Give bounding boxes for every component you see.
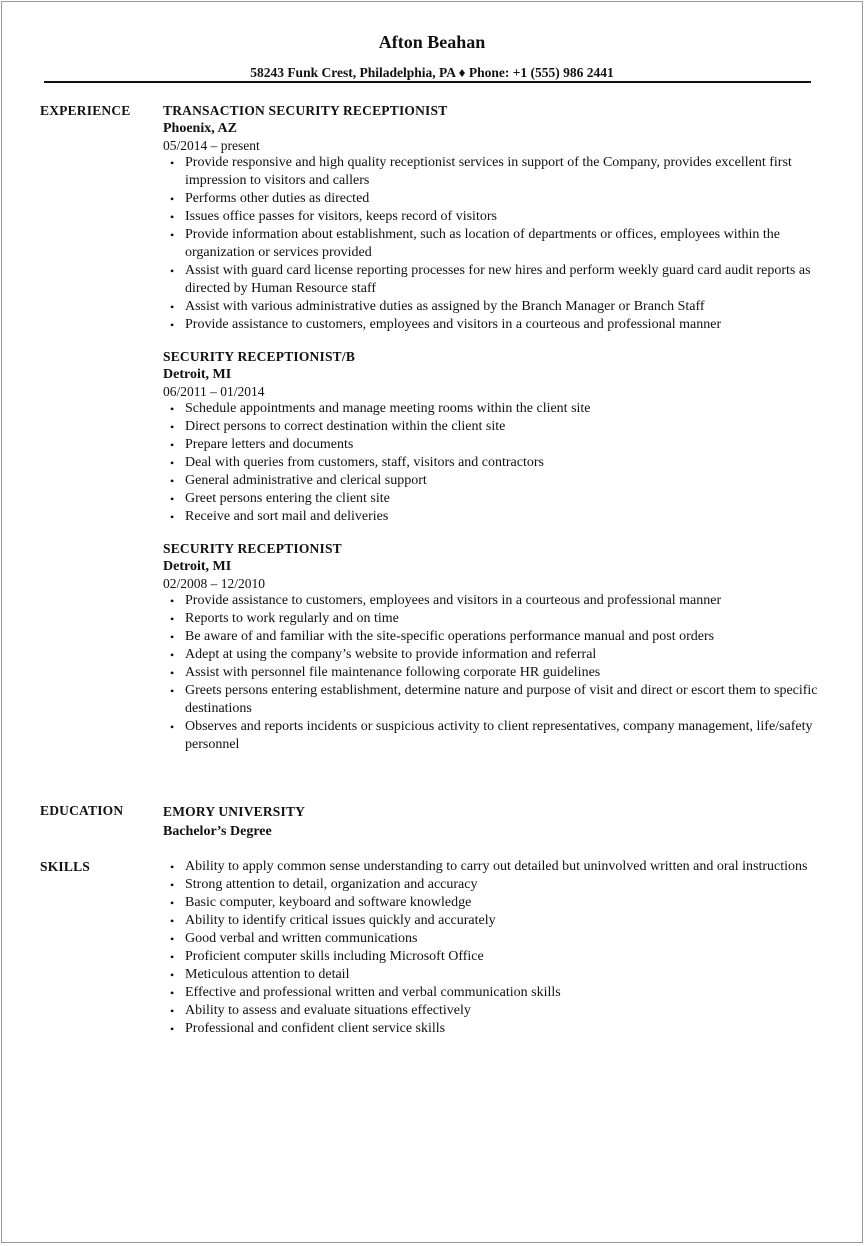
contact-line: 58243 Funk Crest, Philadelphia, PA ♦ Phone: +1 (555) 986 2441 [250,65,614,80]
list-item [163,436,823,454]
job-entry [163,348,823,526]
list-item [163,894,823,912]
bullet-icon: • [170,1022,175,1036]
list-item-text: Schedule appointments and manage meeting rooms within the client site [185,401,591,416]
list-item-text: Meticulous attention to detail [185,967,350,982]
skills-body [163,858,823,1038]
bullet-icon: • [170,156,175,170]
education-entry [163,802,823,841]
list-item-text: Greets persons entering establishment, determine nature and purpose of visit and direct or escort them to specific destinations [185,683,818,716]
list-item [163,418,823,436]
list-item-text: Proficient computer skills including Microsoft Office [185,949,484,964]
list-item-text: Assist with guard card license reporting processes for new hires and perform weekly guard card audit reports as directed by Human Resource staff [185,263,811,296]
bullet-icon: • [170,192,175,206]
list-item-text: Observes and reports incidents or suspicious activity to client representatives, company management, life/safety personnel [185,719,813,752]
bullet-icon: • [170,612,175,626]
job-dates: 06/2011 – 01/2014 [163,384,265,399]
bullet-icon: • [170,878,175,892]
job-bullets [163,592,823,754]
list-item [163,454,823,472]
bullet-icon: • [170,402,175,416]
list-item-text: Good verbal and written communications [185,931,418,946]
bullet-icon: • [170,914,175,928]
list-item [163,226,823,262]
list-item [163,1002,823,1020]
section-title-education: EDUCATION [40,803,124,818]
bullet-icon: • [170,456,175,470]
job-dates: 05/2014 – present [163,138,260,153]
bullet-icon: • [170,666,175,680]
bullet-icon: • [170,492,175,506]
job-location: Detroit, MI [163,367,232,382]
list-item [163,592,823,610]
job-bullets [163,400,823,526]
bullet-icon: • [170,594,175,608]
job-location: Phoenix, AZ [163,121,237,136]
list-item [163,984,823,1002]
list-item [163,400,823,418]
list-item-text: Prepare letters and documents [185,437,354,452]
list-item [163,508,823,526]
bullet-icon: • [170,228,175,242]
list-item [163,610,823,628]
list-item-text: Strong attention to detail, organization and accuracy [185,877,478,892]
list-item-text: Ability to assess and evaluate situations effectively [185,1003,471,1018]
job-dates: 02/2008 – 12/2010 [163,576,266,591]
header-divider [44,81,811,83]
degree: Bachelor’s Degree [163,824,272,839]
list-item [163,298,823,316]
list-item-text: Assist with various administrative duties as assigned by the Branch Manager or Branch Staff [185,299,705,314]
bullet-icon: • [170,420,175,434]
list-item-text: Be aware of and familiar with the site-specific operations performance manual and post orders [185,629,715,644]
bullet-icon: • [170,474,175,488]
list-item-text: Greet persons entering the client site [185,491,390,506]
list-item [163,316,823,334]
list-item [163,628,823,646]
bullet-icon: • [170,438,175,452]
list-item-text: Provide assistance to customers, employees and visitors in a courteous and professional manner [185,593,722,608]
job-title: SECURITY RECEPTIONIST/B [163,349,356,364]
job-title: SECURITY RECEPTIONIST [163,541,342,556]
list-item-text: Provide information about establishment, such as location of departments or offices, employees within the organization or services provided [185,227,780,260]
school-name: EMORY UNIVERSITY [163,804,306,819]
list-item [163,1020,823,1038]
experience-list [163,102,823,768]
candidate-name: Afton Beahan [378,32,486,52]
bullet-icon: • [170,720,175,734]
bullet-icon: • [170,932,175,946]
list-item-text: Effective and professional written and verbal communication skills [185,985,561,1000]
list-item [163,718,823,754]
list-item [163,208,823,226]
list-item-text: Professional and confident client service skills [185,1021,446,1036]
list-item-text: Ability to apply common sense understanding to carry out detailed but uninvolved written and oral instructions [185,859,808,874]
bullet-icon: • [170,950,175,964]
list-item [163,876,823,894]
bullet-icon: • [170,210,175,224]
list-item-text: Assist with personnel file maintenance following corporate HR guidelines [185,665,601,680]
bullet-icon: • [170,630,175,644]
list-item [163,646,823,664]
bullet-icon: • [170,318,175,332]
bullet-icon: • [170,986,175,1000]
list-item-text: Provide assistance to customers, employees and visitors in a courteous and professional manner [185,317,722,332]
list-item-text: Receive and sort mail and deliveries [185,509,389,524]
list-item [163,930,823,948]
list-item-text: Provide responsive and high quality receptionist services in support of the Company, provides excellent first impression to visitors and callers [185,155,792,188]
job-entry [163,102,823,334]
list-item [163,682,823,718]
list-item-text: Direct persons to correct destination within the client site [185,419,506,434]
section-title-experience: EXPERIENCE [40,103,131,118]
job-location: Detroit, MI [163,559,232,574]
bullet-icon: • [170,264,175,278]
list-item [163,490,823,508]
bullet-icon: • [170,684,175,698]
list-item [163,262,823,298]
list-item-text: Issues office passes for visitors, keeps record of visitors [185,209,497,224]
bullet-icon: • [170,300,175,314]
list-item [163,858,823,876]
section-title-skills: SKILLS [40,859,90,874]
list-item [163,190,823,208]
list-item [163,472,823,490]
bullet-icon: • [170,1004,175,1018]
list-item-text: Basic computer, keyboard and software knowledge [185,895,472,910]
list-item-text: Deal with queries from customers, staff, visitors and contractors [185,455,544,470]
resume-page [1,1,863,1243]
skills-list [163,858,823,1038]
list-item-text: Performs other duties as directed [185,191,370,206]
list-item [163,154,823,190]
list-item-text: Ability to identify critical issues quickly and accurately [185,913,496,928]
bullet-icon: • [170,860,175,874]
bullet-icon: • [170,896,175,910]
list-item [163,664,823,682]
list-item [163,912,823,930]
list-item [163,966,823,984]
list-item-text: General administrative and clerical support [185,473,427,488]
list-item-text: Reports to work regularly and on time [185,611,399,626]
bullet-icon: • [170,968,175,982]
bullet-icon: • [170,510,175,524]
job-title: TRANSACTION SECURITY RECEPTIONIST [163,103,448,118]
job-entry [163,540,823,754]
list-item-text: Adept at using the company’s website to provide information and referral [185,647,597,662]
bullet-icon: • [170,648,175,662]
job-bullets [163,154,823,334]
list-item [163,948,823,966]
